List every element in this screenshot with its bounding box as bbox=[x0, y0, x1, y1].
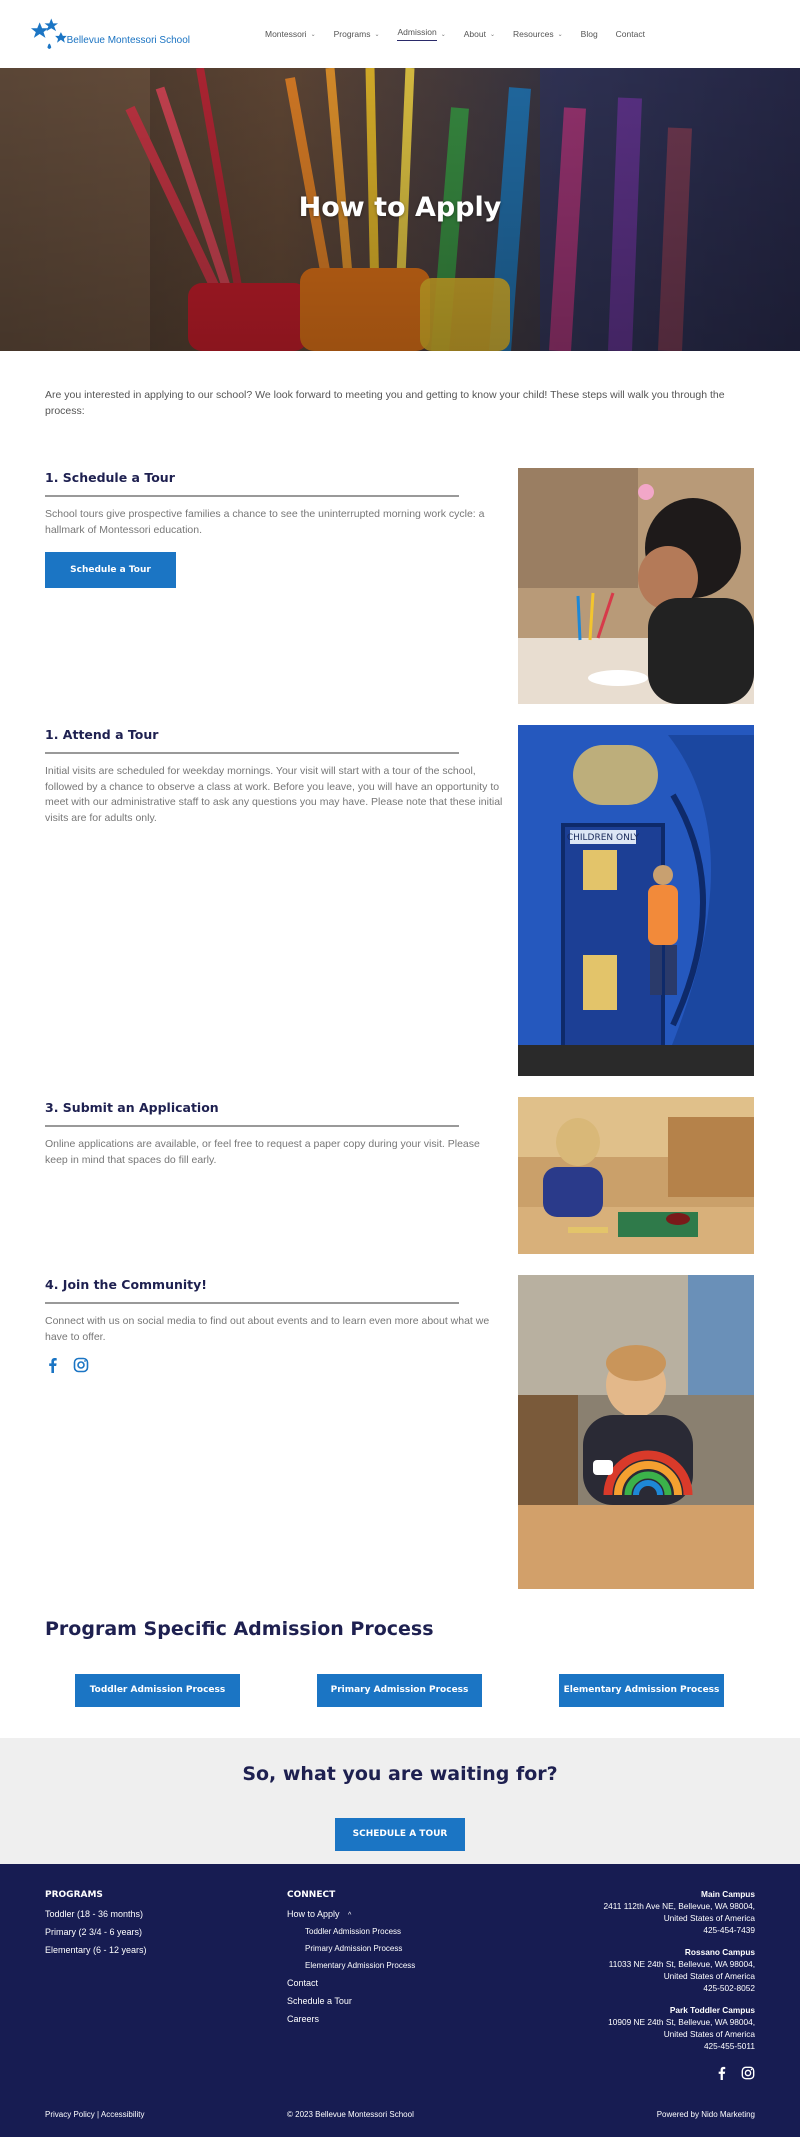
footer-link-primary[interactable]: Primary (2 3/4 - 6 years) bbox=[45, 1927, 143, 1937]
schedule-tour-cta-button[interactable]: SCHEDULE A TOUR bbox=[335, 1818, 465, 1851]
footer-link-contact[interactable]: Contact bbox=[287, 1978, 319, 1988]
classroom-image bbox=[518, 1097, 754, 1254]
social-links bbox=[45, 1357, 505, 1378]
page-title: How to Apply bbox=[298, 192, 502, 223]
step-photo-girl-drawing bbox=[518, 468, 754, 704]
nav-item-admission[interactable] bbox=[388, 0, 454, 68]
chevron-up-icon: ^ bbox=[348, 1912, 352, 1919]
schedule-tour-button[interactable]: Schedule a Tour bbox=[45, 552, 176, 588]
nav-item-resources[interactable] bbox=[504, 0, 572, 68]
campus-park-toddler bbox=[604, 2004, 755, 2052]
toddler-admission-button[interactable]: Toddler Admission Process bbox=[75, 1674, 240, 1707]
step-schedule-tour bbox=[45, 470, 505, 588]
step-title: 3. Submit an Application bbox=[45, 1100, 459, 1127]
intro-text: Are you interested in applying to our school? We look forward to meeting you and getting to know your child! These steps will walk you through the process: bbox=[45, 389, 725, 417]
chevron-down-icon: ⌄ bbox=[557, 31, 563, 38]
facebook-icon[interactable] bbox=[45, 1357, 61, 1378]
girl-drawing-image bbox=[518, 468, 754, 704]
site-footer bbox=[0, 1864, 800, 2137]
step-photo-toddler-rainbow bbox=[518, 1275, 754, 1589]
campus-phone[interactable]: 425-454-7439 bbox=[703, 1925, 755, 1935]
step-description: Online applications are available, or feel free to request a paper copy during your visit. Please keep in mind that spaces do fill early. bbox=[45, 1138, 480, 1166]
step-submit-application bbox=[45, 1100, 505, 1168]
nav-label: Programs bbox=[333, 29, 371, 39]
nav-label: Montessori bbox=[265, 29, 307, 39]
footer-link-primary-admission[interactable]: Primary Admission Process bbox=[305, 1944, 403, 1953]
powered-by-link[interactable]: Powered by Nido Marketing bbox=[656, 2110, 755, 2119]
campus-phone[interactable]: 425-502-8052 bbox=[703, 1983, 755, 1993]
site-header bbox=[0, 0, 800, 68]
chevron-down-icon: ⌄ bbox=[489, 31, 495, 38]
nav-item-programs[interactable] bbox=[325, 0, 389, 68]
nav-label: Blog bbox=[580, 29, 598, 39]
campus-address: 10909 NE 24th St, Bellevue, WA 98004, bbox=[608, 2017, 755, 2027]
site-logo-text: Bellevue Montessori School bbox=[66, 35, 190, 46]
cta-title: So, what you are waiting for? bbox=[242, 1763, 558, 1785]
step-photo-classroom bbox=[518, 1097, 754, 1254]
footer-link-toddler-admission[interactable]: Toddler Admission Process bbox=[305, 1927, 402, 1936]
footer-programs-title: PROGRAMS bbox=[45, 1890, 103, 1900]
step-title: 4. Join the Community! bbox=[45, 1277, 459, 1304]
step-attend-tour bbox=[45, 727, 505, 826]
step-photo-blue-door bbox=[518, 725, 754, 1076]
footer-campuses bbox=[604, 1888, 755, 2083]
nav-label: Contact bbox=[615, 29, 645, 39]
footer-connect bbox=[287, 1890, 415, 2032]
site-logo[interactable] bbox=[30, 12, 190, 56]
toddler-rainbow-image bbox=[518, 1275, 754, 1589]
main-nav bbox=[256, 0, 654, 68]
footer-link-how-to-apply[interactable] bbox=[287, 1909, 415, 1919]
footer-connect-title: CONNECT bbox=[287, 1890, 336, 1900]
elementary-admission-button[interactable]: Elementary Admission Process bbox=[559, 1674, 724, 1707]
nav-label: About bbox=[463, 29, 486, 39]
footer-link-label: How to Apply bbox=[287, 1909, 340, 1919]
footer-link-careers[interactable]: Careers bbox=[287, 2014, 320, 2024]
footer-link-schedule-tour[interactable]: Schedule a Tour bbox=[287, 1996, 352, 2006]
campus-country: United States of America bbox=[663, 1971, 755, 1981]
campus-main bbox=[604, 1888, 755, 1936]
chevron-down-icon: ⌄ bbox=[440, 31, 446, 38]
nav-item-contact[interactable] bbox=[607, 0, 654, 68]
chevron-down-icon: ⌄ bbox=[374, 31, 380, 38]
step-title: 1. Attend a Tour bbox=[45, 727, 459, 754]
facebook-icon[interactable] bbox=[715, 2066, 729, 2083]
cta-section bbox=[0, 1738, 800, 1864]
nav-item-about[interactable] bbox=[455, 0, 504, 68]
primary-admission-button[interactable]: Primary Admission Process bbox=[317, 1674, 482, 1707]
logo-stars-icon bbox=[30, 12, 71, 56]
nav-label: Resources bbox=[512, 29, 554, 39]
footer-social bbox=[604, 2066, 755, 2083]
campus-phone[interactable]: 425-455-5011 bbox=[703, 2041, 755, 2051]
hero-banner bbox=[0, 68, 800, 351]
chevron-down-icon: ⌄ bbox=[310, 31, 316, 38]
campus-name: Rossano Campus bbox=[684, 1947, 755, 1957]
footer-link-toddler[interactable]: Toddler (18 - 36 months) bbox=[45, 1909, 144, 1919]
privacy-accessibility-link[interactable]: Privacy Policy | Accessibility bbox=[45, 2110, 145, 2119]
campus-address: 2411 112th Ave NE, Bellevue, WA 98004, bbox=[603, 1901, 755, 1911]
door-sign-text: CHILDREN ONLY bbox=[566, 833, 640, 843]
nav-item-blog[interactable] bbox=[572, 0, 607, 68]
step-description: Connect with us on social media to find out about events and to learn even more about what we have to offer. bbox=[45, 1315, 490, 1343]
nav-label: Admission bbox=[397, 27, 436, 41]
instagram-icon[interactable] bbox=[73, 1357, 89, 1378]
campus-name: Main Campus bbox=[701, 1889, 755, 1899]
step-title: 1. Schedule a Tour bbox=[45, 470, 459, 497]
program-section-title: Program Specific Admission Process bbox=[45, 1618, 434, 1640]
campus-country: United States of America bbox=[663, 2029, 755, 2039]
nav-item-montessori[interactable] bbox=[256, 0, 325, 68]
campus-address: 11033 NE 24th St, Bellevue, WA 98004, bbox=[608, 1959, 755, 1969]
campus-name: Park Toddler Campus bbox=[669, 2005, 755, 2015]
footer-link-elementary-admission[interactable]: Elementary Admission Process bbox=[305, 1961, 416, 1970]
campus-rossano bbox=[604, 1946, 755, 1994]
campus-country: United States of America bbox=[663, 1913, 755, 1923]
step-description: Initial visits are scheduled for weekday mornings. Your visit will start with a tour of the school, followed by a chance to observe a class at work. Before you leave, you will have an opportunity to meet with our administrative staff to ask any questions you may have. Please note that these initial visits are for adults only. bbox=[45, 765, 503, 824]
step-join-community bbox=[45, 1277, 505, 1378]
footer-link-elementary[interactable]: Elementary (6 - 12 years) bbox=[45, 1945, 147, 1955]
step-description: School tours give prospective families a chance to see the uninterrupted morning work cycle: a hallmark of Montessori education. bbox=[45, 508, 485, 536]
instagram-icon[interactable] bbox=[741, 2066, 755, 2083]
footer-programs bbox=[45, 1890, 147, 1963]
copyright-text: © 2023 Bellevue Montessori School bbox=[287, 2110, 414, 2119]
blue-door-image bbox=[518, 725, 754, 1076]
